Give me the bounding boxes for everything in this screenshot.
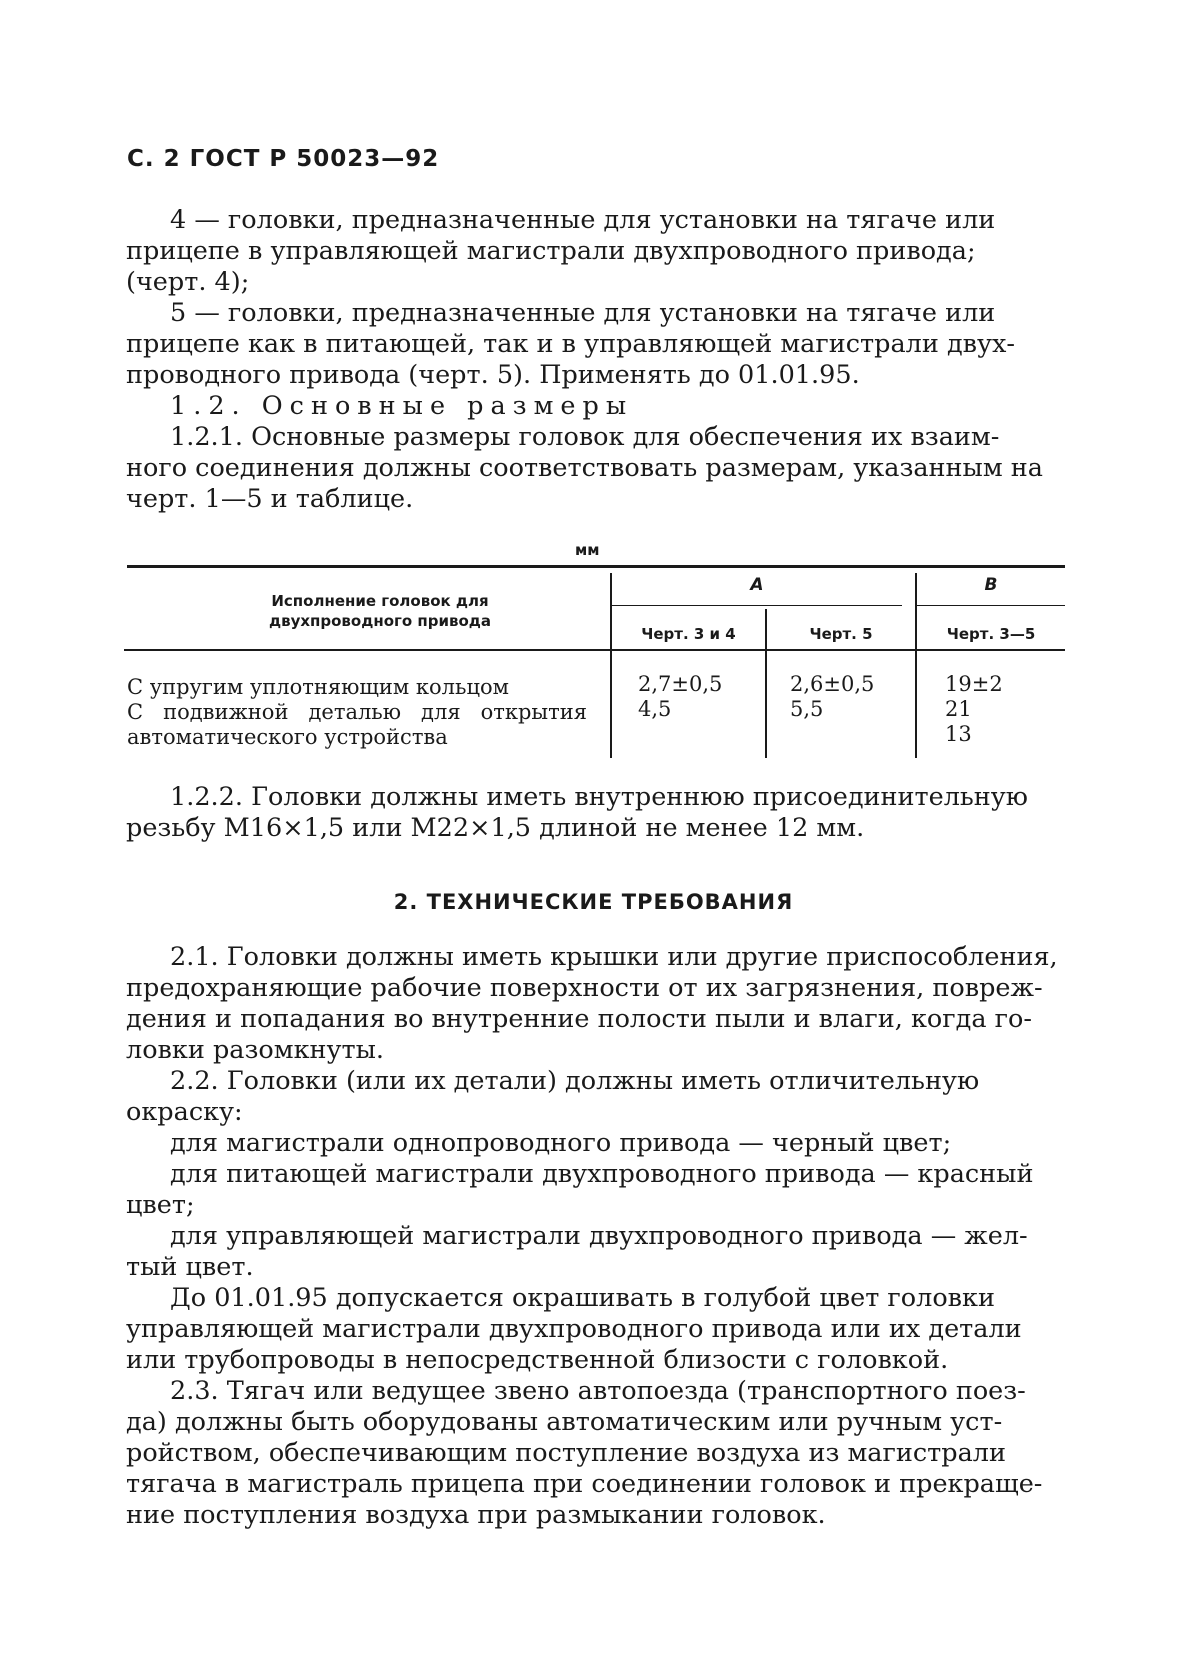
text-line: (черт. 4); xyxy=(126,267,250,297)
table-top-rule xyxy=(127,565,1065,568)
table-col-divider xyxy=(610,573,612,758)
text-line: для управляющей магистрали двухпроводного привода — жел- xyxy=(170,1221,1028,1251)
text-line: ройством, обеспечивающим поступление воздуха из магистрали xyxy=(126,1438,1006,1468)
text-line: тягача в магистраль прицепа при соединении головок и прекраще- xyxy=(126,1469,1043,1499)
table-cell: 5,5 xyxy=(790,697,824,721)
text-line: 2.2. Головки (или их детали) должны иметь отличительную xyxy=(170,1066,980,1096)
text-line: 2.3. Тягач или ведущее звено автопоезда (транспортного поез- xyxy=(170,1376,1026,1406)
text-line: да) должны быть оборудованы автоматическим или ручным уст- xyxy=(126,1407,1003,1437)
text-line: До 01.01.95 допускается окрашивать в голубой цвет головки xyxy=(170,1283,995,1313)
table-group-rule xyxy=(917,605,1065,606)
table-col-a2 xyxy=(790,672,874,722)
table-header-label xyxy=(200,591,560,631)
text-line: тый цвет. xyxy=(126,1252,254,1282)
table-cell: 13 xyxy=(945,722,972,746)
table-group-b: B xyxy=(984,575,998,595)
thread-paragraph xyxy=(126,782,1066,844)
section-block xyxy=(126,942,1066,1531)
text-line: 1.2.1. Основные размеры головок для обеспечения их взаим- xyxy=(170,422,1000,452)
table-unit: мм xyxy=(575,541,600,559)
text-line: или трубопроводы в непосредственной близости с головкой. xyxy=(126,1345,949,1375)
text-line: для магистрали однопроводного привода — черный цвет; xyxy=(170,1128,952,1158)
table-col-a1 xyxy=(638,672,722,722)
table-header-rule xyxy=(124,649,1065,651)
table-row-label: автоматического устройства xyxy=(127,725,448,749)
table-cell: 19±2 xyxy=(945,672,1003,696)
subsection-heading: 1.2. Основные размеры xyxy=(170,391,634,421)
text-line: ловки разомкнуты. xyxy=(126,1035,385,1065)
text-line: окраску: xyxy=(126,1097,243,1127)
table-subheader-a1: Черт. 3 и 4 xyxy=(641,625,736,643)
text-line: предохраняющие рабочие поверхности от их загрязнения, повреж- xyxy=(126,973,1043,1003)
table-cell: 21 xyxy=(945,697,972,721)
intro-block xyxy=(126,205,1066,515)
table-row-label: С упругим уплотняющим кольцом xyxy=(127,675,509,699)
text-line: 4 — головки, предназначенные для установки на тягаче или xyxy=(170,205,996,235)
text-line: ного соединения должны соответствовать размерам, указанным на xyxy=(126,453,1043,483)
text-line: черт. 1—5 и таблице. xyxy=(126,484,414,514)
table-col-divider xyxy=(915,573,917,758)
table-cell: 2,7±0,5 xyxy=(638,672,723,696)
text-line: для питающей магистрали двухпроводного привода — красный xyxy=(170,1159,1034,1189)
table-row-label: С подвижной деталью для открытия xyxy=(127,700,587,724)
text-line: дения и попадания во внутренние полости пыли и влаги, когда го- xyxy=(126,1004,1032,1034)
table-header-line: двухпроводного привода xyxy=(268,612,492,630)
text-line: управляющей магистрали двухпроводного привода или их детали xyxy=(126,1314,1022,1344)
section-title: 2. ТЕХНИЧЕСКИЕ ТРЕБОВАНИЯ xyxy=(393,890,794,914)
page-header: С. 2 ГОСТ Р 50023—92 xyxy=(127,146,440,172)
text-line: проводного привода (черт. 5). Применять до 01.01.95. xyxy=(126,360,860,390)
text-line: 5 — головки, предназначенные для установки на тягаче или xyxy=(170,298,996,328)
text-line: прицепе как в питающей, так и в управляющей магистрали двух- xyxy=(126,329,1016,359)
table-col-b xyxy=(945,672,1003,747)
text-line: прицепе в управляющей магистрали двухпроводного привода; xyxy=(126,236,976,266)
table-subheader-b: Черт. 3—5 xyxy=(946,625,1036,643)
table-subheader-a2: Черт. 5 xyxy=(809,625,873,643)
table-group-a: A xyxy=(750,575,764,595)
text-line: резьбу М16×1,5 или М22×1,5 длиной не менее 12 мм. xyxy=(126,813,865,843)
table-cell: 2,6±0,5 xyxy=(790,672,875,696)
text-line: цвет; xyxy=(126,1190,195,1220)
table-row-labels xyxy=(127,675,587,750)
table-cell: 4,5 xyxy=(638,697,672,721)
table-header-line: Исполнение головок для xyxy=(271,592,489,610)
text-line: 2.1. Головки должны иметь крышки или другие приспособления, xyxy=(170,942,1058,972)
table-group-rule xyxy=(612,605,902,606)
text-line: ние поступления воздуха при размыкании головок. xyxy=(126,1500,826,1530)
text-line: 1.2.2. Головки должны иметь внутреннюю присоединительную xyxy=(170,782,1028,812)
